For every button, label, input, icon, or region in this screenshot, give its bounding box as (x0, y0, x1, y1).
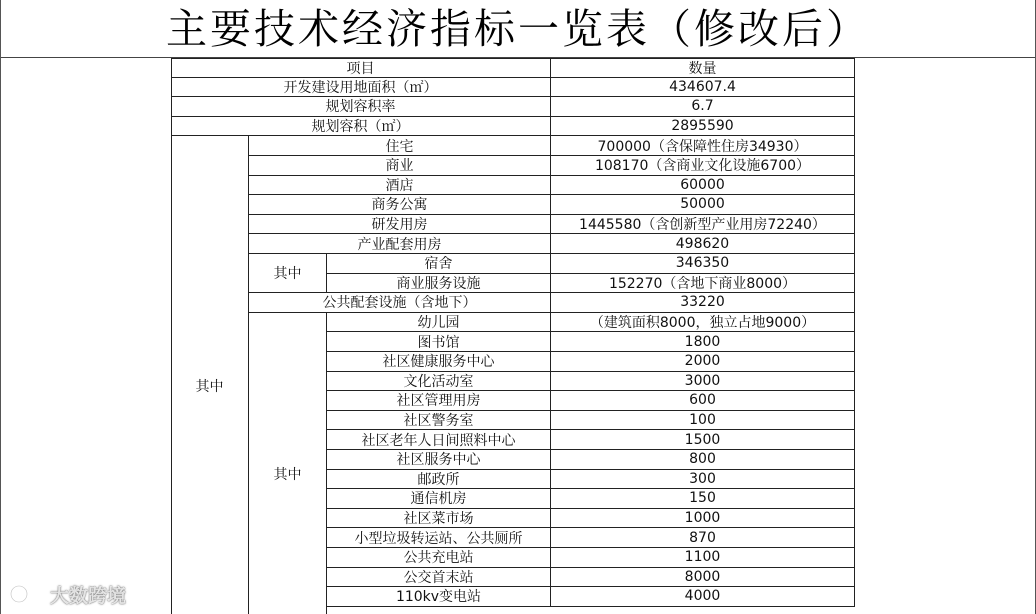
sub-item-value: 2000 (551, 352, 855, 372)
sub-item-label: 邮政所 (327, 470, 551, 490)
item-label: 商业 (249, 156, 551, 176)
item-label: 产业配套用房 (249, 234, 551, 254)
item-value: 1445580（含创新型产业用房72240） (551, 215, 855, 235)
sub-item-value: 800 (551, 450, 855, 470)
sub-item-label: 社区菜市场 (327, 509, 551, 529)
sub-item-label: 小型垃圾转运站、公共厕所 (327, 528, 551, 548)
item-value: 50000 (551, 195, 855, 215)
sub-item-value: 1000 (551, 509, 855, 529)
public-facility-value: 33220 (551, 293, 855, 313)
subgroup-label-qizhong: 其中 (249, 313, 327, 614)
item-value: 700000（含保障性住房34930） (551, 136, 855, 156)
sub-item-value: 1500 (551, 430, 855, 450)
dashu-logo-icon (8, 582, 44, 606)
sub-item-label: 图书馆 (327, 332, 551, 352)
sub-item-label: 宿舍 (327, 254, 551, 274)
row-label: 规划容积率 (171, 97, 551, 117)
item-value: 108170（含商业文化设施6700） (551, 156, 855, 176)
sub-item-label: 社区老年人日间照料中心 (327, 430, 551, 450)
sub-item-value: 1800 (551, 332, 855, 352)
sub-item-value: （建筑面积8000，独立占地9000） (551, 313, 855, 333)
sub-item-value: 3000 (551, 372, 855, 392)
sub-item-label: 社区管理用房 (327, 391, 551, 411)
item-label: 研发用房 (249, 215, 551, 235)
sub-item-value: 4000 (551, 587, 855, 607)
sub-item-label: 幼儿园 (327, 313, 551, 333)
group-label-qizhong: 其中 (171, 136, 249, 614)
row-value: 434607.4 (551, 78, 855, 98)
sub-item-label: 110kv变电站 (327, 587, 551, 607)
watermark-text: 大数跨境 (50, 584, 127, 607)
sub-item-label: 社区警务室 (327, 411, 551, 431)
sub-item-value: 152270（含地下商业8000） (551, 274, 855, 294)
watermark (8, 580, 126, 608)
page-title: 主要技术经济指标一览表（修改后） (0, 0, 1036, 58)
item-label: 住宅 (249, 136, 551, 156)
item-value: 498620 (551, 234, 855, 254)
public-facility-label: 公共配套设施（含地下） (249, 293, 551, 313)
item-label: 商务公寓 (249, 195, 551, 215)
sub-item-label: 社区服务中心 (327, 450, 551, 470)
header-quantity: 数量 (551, 58, 855, 78)
row-label: 规划容积（㎡） (171, 117, 551, 137)
sub-item-value: 100 (551, 411, 855, 431)
sub-item-label: 公共充电站 (327, 548, 551, 568)
sub-item-label: 通信机房 (327, 489, 551, 509)
header-item: 项目 (171, 58, 551, 78)
item-value: 60000 (551, 176, 855, 196)
sub-item-value: 346350 (551, 254, 855, 274)
sub-item-value: 150 (551, 489, 855, 509)
item-label: 酒店 (249, 176, 551, 196)
row-value: 2895590 (551, 117, 855, 137)
sub-item-label: 文化活动室 (327, 372, 551, 392)
sub-item-value: 870 (551, 528, 855, 548)
sub-item-label: 社区健康服务中心 (327, 352, 551, 372)
sub-item-label: 公交首末站 (327, 568, 551, 588)
sub-item-value: 1100 (551, 548, 855, 568)
sub-item-value: 8000 (551, 568, 855, 588)
sub-item-value: 600 (551, 391, 855, 411)
sub-item-label: 商业服务设施 (327, 274, 551, 294)
subgroup-label-qizhong: 其中 (249, 254, 327, 293)
row-label: 开发建设用地面积（㎡） (171, 78, 551, 98)
row-value: 6.7 (551, 97, 855, 117)
sub-item-value: 300 (551, 470, 855, 490)
